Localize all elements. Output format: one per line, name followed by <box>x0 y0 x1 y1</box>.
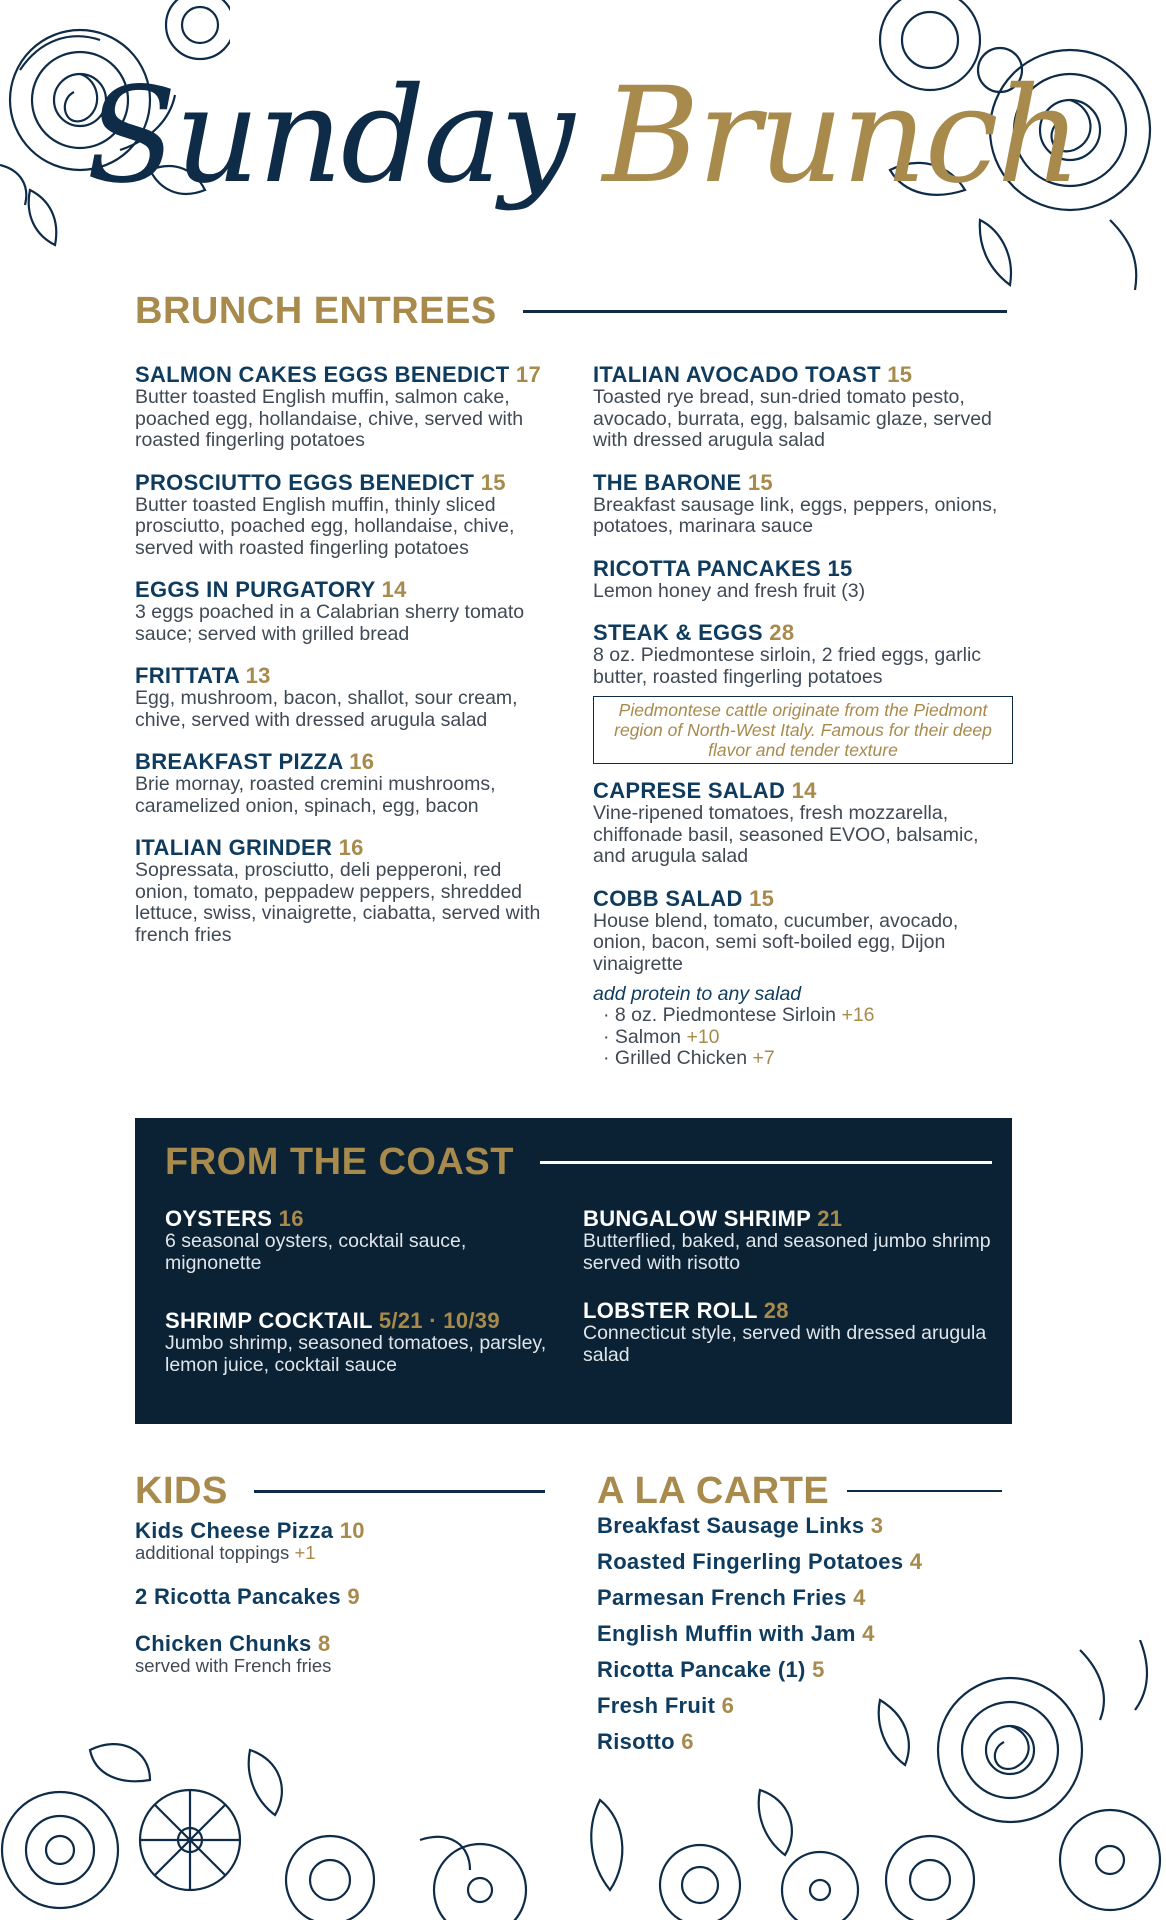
addon-lead: add protein to any salad <box>593 983 802 1005</box>
menu-item <box>593 470 1013 538</box>
note-text: Piedmontese cattle originate from the Piedmont region of North-West Italy. Famous for their deep flavor and tender texture <box>614 700 992 760</box>
carte-item: Parmesan French Fries 4 <box>597 1585 866 1610</box>
item-name: THE BARONE 15 <box>593 469 773 495</box>
addon-price: +16 <box>841 1004 875 1026</box>
item-name: RICOTTA PANCAKES 15 <box>593 555 853 581</box>
item-price: 5 <box>812 1657 825 1682</box>
carte-item: English Muffin with Jam 4 <box>597 1621 875 1646</box>
item-description: Butter toasted English muffin, thinly sliced prosciutto, poached egg, hollandaise, chive, served with roasted fingerling potatoes <box>135 493 515 559</box>
item-name: FRITTATA 13 <box>135 663 271 688</box>
menu-item <box>135 362 555 452</box>
menu-item <box>135 1631 545 1675</box>
kids-heading <box>135 1472 545 1510</box>
menu-item <box>593 620 1013 688</box>
item-name: OYSTERS 16 <box>165 1206 304 1231</box>
item-description: House blend, tomato, cucumber, avocado, onion, bacon, semi soft-boiled egg, Dijon vinaigrette <box>593 909 959 975</box>
item-name: Kids Cheese Pizza 10 <box>135 1518 365 1543</box>
menu-item <box>583 1206 993 1274</box>
item-price: 4 <box>862 1621 875 1646</box>
item-price: 15 <box>749 885 775 911</box>
item-name: SALMON CAKES EGGS BENEDICT 17 <box>135 362 541 387</box>
item-description: Connecticut style, served with dressed arugula salad <box>583 1322 987 1366</box>
heading-rule <box>540 1161 992 1164</box>
title-word-sunday: Sunday <box>86 59 573 213</box>
brunch-entrees-heading <box>135 292 1007 330</box>
item-description: 3 eggs poached in a Calabrian sherry tomato sauce; served with grilled bread <box>135 601 525 645</box>
heading-rule <box>847 1490 1002 1492</box>
item-description: served with French fries <box>135 1655 332 1676</box>
item-name: SHRIMP COCKTAIL 5/21 · 10/39 <box>165 1308 500 1333</box>
menu-item <box>593 556 1013 603</box>
item-description: 8 oz. Piedmontese sirloin, 2 fried eggs, garlic butter, roasted fingerling potatoes <box>593 644 982 688</box>
menu-item <box>593 778 1013 868</box>
item-price: 21 <box>817 1206 843 1231</box>
menu-item <box>135 749 555 817</box>
menu-item <box>165 1308 560 1376</box>
section-title: BRUNCH ENTREES <box>135 290 497 332</box>
menu-item <box>135 1518 545 1562</box>
topping-price: +1 <box>294 1542 316 1563</box>
item-description: Breakfast sausage link, eggs, peppers, onions, potatoes, marinara sauce <box>593 493 998 537</box>
title-word-brunch: Brunch <box>602 59 1080 213</box>
from-the-coast-panel <box>135 1118 1012 1424</box>
item-name: COBB SALAD 15 <box>593 885 775 911</box>
item-description: Vine-ripened tomatoes, fresh mozzarella, chiffonade basil, seasoned EVOO, balsamic, and arugula salad <box>593 802 979 867</box>
item-price: 4 <box>853 1585 866 1610</box>
item-price: 5/21 · 10/39 <box>378 1308 500 1333</box>
carte-item: Roasted Fingerling Potatoes 4 <box>597 1549 923 1574</box>
addon-price: +10 <box>686 1025 720 1048</box>
item-price: 16 <box>338 835 364 860</box>
kids-column <box>135 1518 545 1697</box>
carte-item: Breakfast Sausage Links 3 <box>597 1513 884 1538</box>
item-price: 17 <box>515 362 541 387</box>
menu-item <box>135 577 555 645</box>
item-name: ITALIAN AVOCADO TOAST 15 <box>593 362 913 387</box>
item-price: 15 <box>887 362 913 387</box>
carte-item: Risotto 6 <box>597 1729 694 1754</box>
item-price: 16 <box>278 1206 304 1231</box>
item-name: CAPRESE SALAD 14 <box>593 778 817 803</box>
item-price: 28 <box>763 1298 789 1323</box>
heading-rule <box>254 1490 545 1493</box>
heading-rule <box>523 310 1007 313</box>
item-price: 9 <box>347 1584 360 1609</box>
item-name: Chicken Chunks 8 <box>135 1631 331 1656</box>
coast-right-column <box>583 1206 993 1384</box>
item-price: 4 <box>909 1549 923 1574</box>
item-price: 15 <box>480 469 506 495</box>
item-description: Sopressata, prosciutto, deli pepperoni, red onion, tomato, peppadew peppers, shredded lettuce, swiss, vinaigrette, ciabatta, served with french fries <box>135 859 541 946</box>
item-price: 14 <box>791 778 817 803</box>
item-name: LOBSTER ROLL 28 <box>583 1298 789 1323</box>
salad-protein-addons <box>593 983 1013 1070</box>
entrees-left-column <box>135 362 555 964</box>
coast-left-column <box>165 1206 560 1394</box>
coast-heading <box>165 1143 992 1181</box>
item-description: Egg, mushroom, bacon, shallot, sour cream, chive, served with dressed arugula salad <box>135 687 518 731</box>
menu-item <box>135 835 555 946</box>
item-price: 14 <box>381 577 407 602</box>
item-price: 28 <box>769 620 795 645</box>
item-price: 15 <box>747 469 773 495</box>
addon-item: · Salmon +10 <box>603 1025 720 1048</box>
item-name: 2 Ricotta Pancakes 9 <box>135 1584 360 1609</box>
item-price: 16 <box>349 749 375 774</box>
addon-list <box>593 1005 1013 1070</box>
item-name: EGGS IN PURGATORY 14 <box>135 577 407 602</box>
item-price: 6 <box>721 1693 735 1718</box>
carte-item: Fresh Fruit 6 <box>597 1693 735 1718</box>
item-price: 10 <box>339 1518 365 1543</box>
item-description: Butter toasted English muffin, salmon cake, poached egg, hollandaise, chive, served with roasted fingerling potatoes <box>135 386 524 451</box>
item-price: 13 <box>245 663 271 688</box>
addon-item: · 8 oz. Piedmontese Sirloin +16 <box>603 1004 875 1026</box>
menu-item <box>135 663 555 731</box>
menu-item <box>135 1584 545 1609</box>
addon-item: · Grilled Chicken +7 <box>603 1047 775 1069</box>
item-description: additional toppings +1 <box>135 1542 316 1563</box>
item-name: PROSCIUTTO EGGS BENEDICT 15 <box>135 469 506 495</box>
addon-price: +7 <box>752 1047 775 1069</box>
section-title: A LA CARTE <box>597 1470 830 1512</box>
section-title: KIDS <box>135 1470 228 1512</box>
menu-item <box>135 470 555 560</box>
piedmontese-note <box>593 696 1013 764</box>
item-description: Lemon honey and fresh fruit (3) <box>593 579 866 602</box>
entrees-right-column <box>593 362 1013 1070</box>
menu-item <box>593 886 1013 976</box>
a-la-carte-heading <box>597 1472 1002 1510</box>
menu-item <box>593 362 1013 452</box>
menu-title <box>0 59 1166 213</box>
item-description: 6 seasonal oysters, cocktail sauce, mignonette <box>165 1230 467 1274</box>
item-price: 8 <box>318 1631 331 1656</box>
carte-item: Ricotta Pancake (1) 5 <box>597 1657 825 1682</box>
item-price: 6 <box>681 1729 694 1754</box>
item-name: BUNGALOW SHRIMP 21 <box>583 1206 843 1231</box>
section-title: FROM THE COAST <box>165 1141 514 1183</box>
item-name: ITALIAN GRINDER 16 <box>135 835 364 860</box>
item-description: Butterflied, baked, and seasoned jumbo shrimp served with risotto <box>583 1230 991 1274</box>
item-description: Brie mornay, roasted cremini mushrooms, caramelized onion, spinach, egg, bacon <box>135 773 496 817</box>
item-name: BREAKFAST PIZZA 16 <box>135 749 375 774</box>
menu-item <box>583 1298 993 1366</box>
item-description: Toasted rye bread, sun-dried tomato pesto, avocado, burrata, egg, balsamic glaze, served with dressed arugula salad <box>593 386 992 451</box>
item-price: 3 <box>870 1513 884 1538</box>
item-description: Jumbo shrimp, seasoned tomatoes, parsley, lemon juice, cocktail sauce <box>165 1332 547 1376</box>
item-name: STEAK & EGGS 28 <box>593 620 795 645</box>
a-la-carte-column <box>597 1508 1017 1760</box>
menu-item <box>165 1206 560 1274</box>
